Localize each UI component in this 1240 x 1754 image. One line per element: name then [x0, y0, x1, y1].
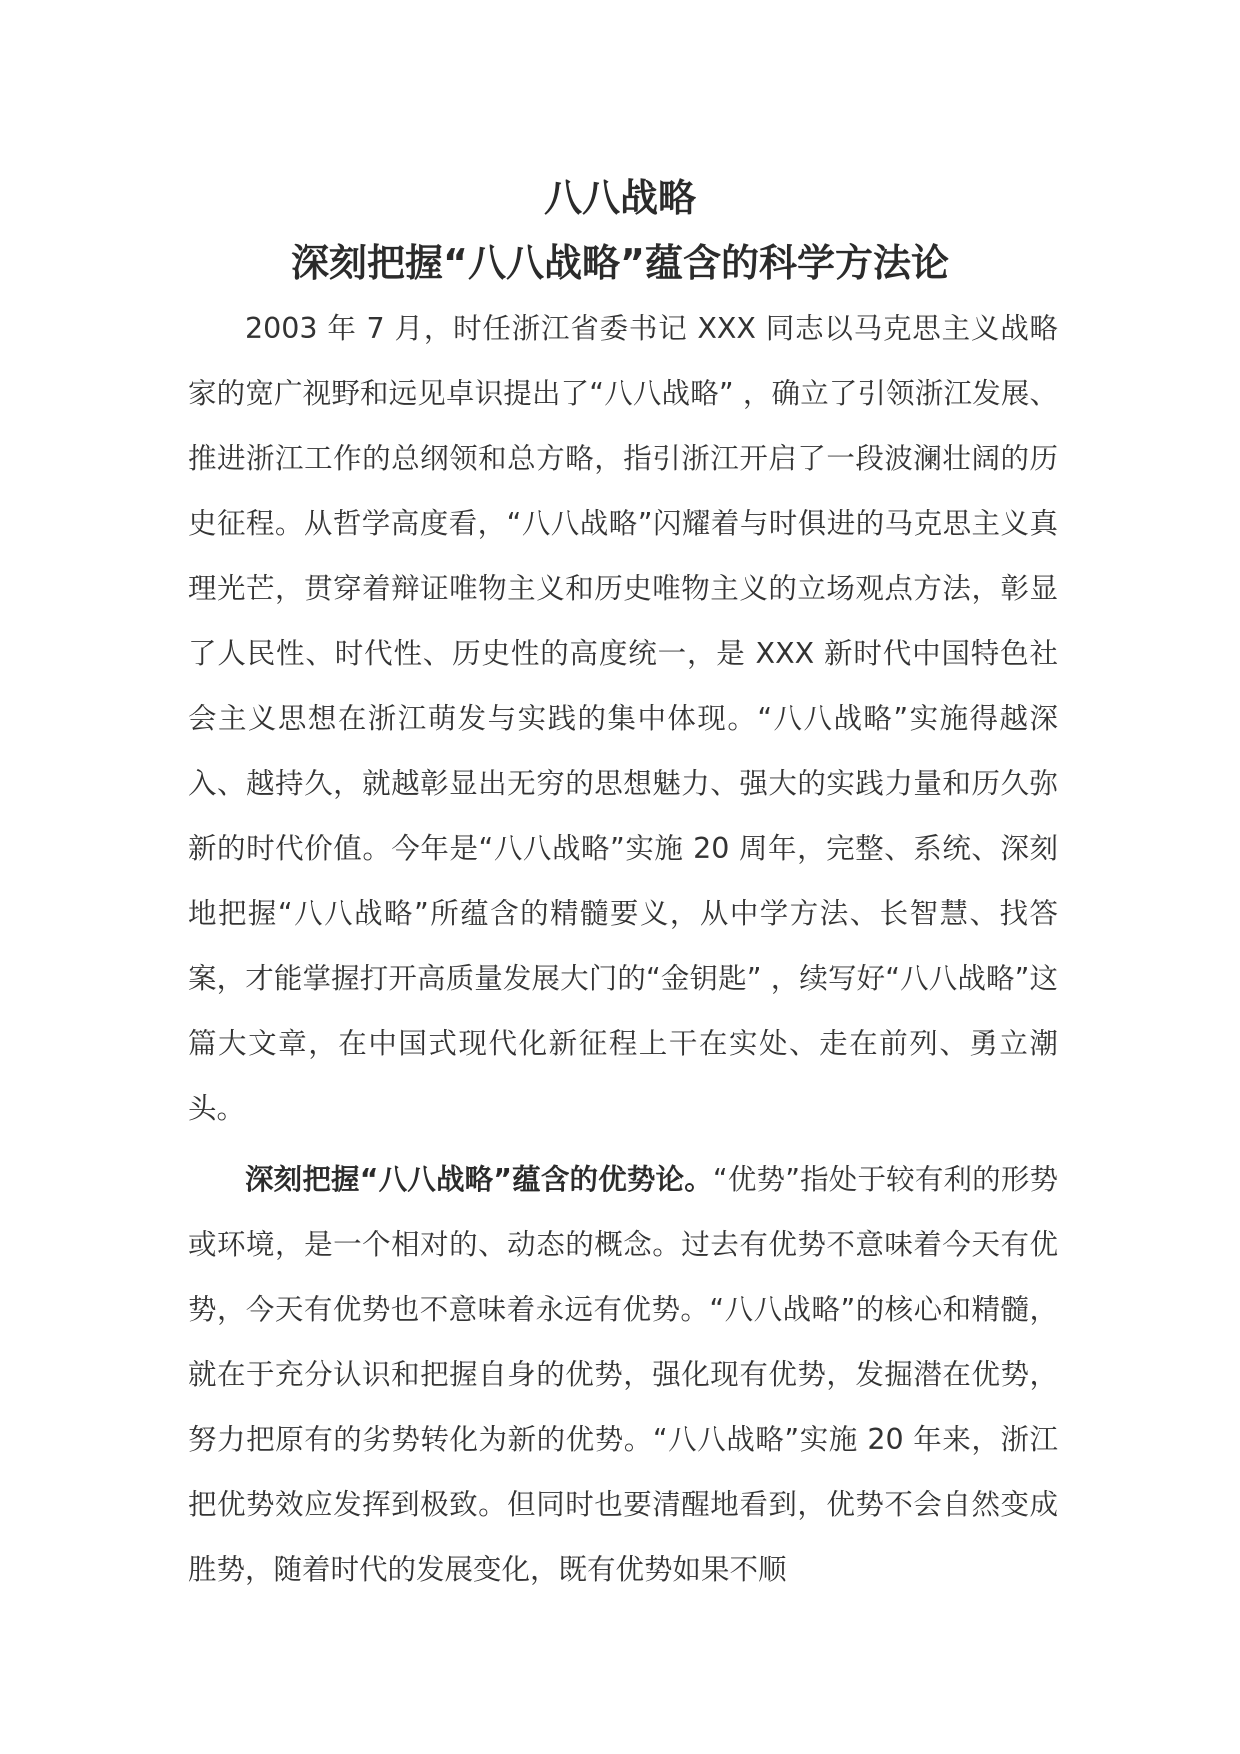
- paragraph-lead-heading: 深刻把握“八八战略”蕴含的优势论。: [245, 1163, 713, 1196]
- document-title: 八八战略: [543, 176, 696, 220]
- paragraph-text: “优势”指处于较有利的形势或环境，是一个相对的、动态的概念。过去有优势不意味着今天有优势，今天有优势也不意味着永远有优势。“八八战略”的核心和精髓，就在于充分认识和把握自身的优势，强化现有优势，发掘潜在优势，努力把原有的劣势转化为新的优势。“八八战略”实施 20 年来，浙江把优势效应发挥到极致。但同时也要清醒地看到，优势不会自然变成胜势，随着时代的发展变化，既有优势如果不顺: [188, 1163, 1059, 1586]
- paragraph-text: 2003 年 7 月，时任浙江省委书记 XXX 同志以马克思主义战略家的宽广视野和远见卓识提出了“八八战略” ，确立了引领浙江发展、推进浙江工作的总纲领和总方略，指引浙江开启了一段波澜壮阔的历史征程。从哲学高度看，“八八战略”闪耀着与时俱进的马克思主义真理光芒，贯穿着辩证唯物主义和历史唯物主义的立场观点方法，彰显了人民性、时代性、历史性的高度统一，是 XXX 新时代中国特色社会主义思想在浙江萌发与实践的集中体现。“八八战略”实施得越深入、越持久，就越彰显出无穷的思想魅力、强大的实践力量和历久弥新的时代价值。今年是“八八战略”实施 20 周年，完整、系统、深刻地把握“八八战略”所蕴含的精髓要义，从中学方法、长智慧、找答案，才能掌握打开高质量发展大门的“金钥匙” ，续写好“八八战略”这篇大文章，在中国式现代化新征程上干在实处、走在前列、勇立潮头。: [188, 312, 1058, 1125]
- document-subtitle: 深刻把握“八八战略”蕴含的科学方法论: [291, 241, 949, 285]
- paragraph-advantage-theory: [188, 1147, 1058, 1602]
- paragraph-intro: [188, 296, 1058, 1141]
